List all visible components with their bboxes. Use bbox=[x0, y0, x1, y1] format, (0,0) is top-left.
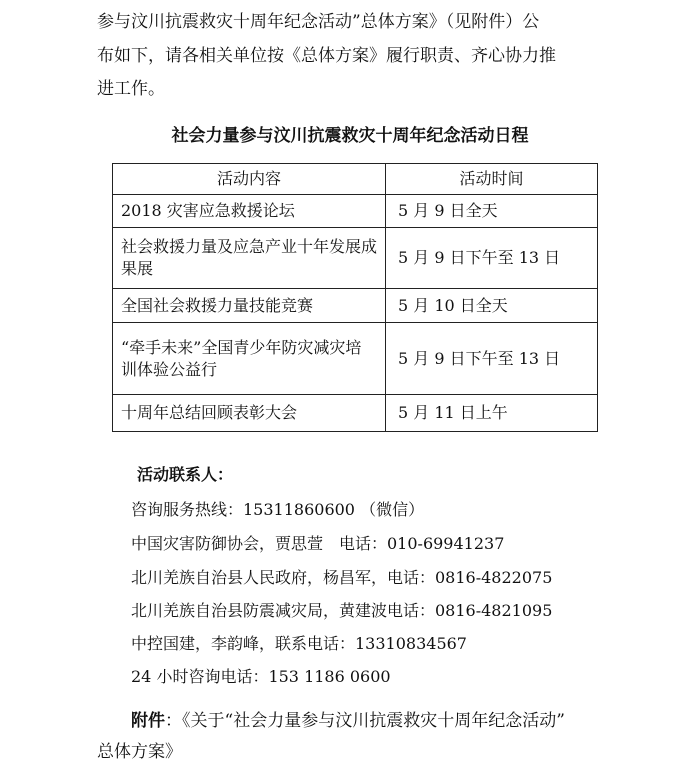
cell-content: 全国社会救援力量技能竞赛 bbox=[113, 289, 386, 323]
schedule-title: 社会力量参与汶川抗震救灾十周年纪念活动日程 bbox=[171, 126, 529, 146]
table-row bbox=[113, 228, 598, 289]
cell-time: 5 月 10 日全天 bbox=[386, 289, 598, 323]
header-content: 活动内容 bbox=[113, 164, 386, 195]
contact-line: 北川羌族自治县防震减灾局，黄建波电话：0816-4821095 bbox=[131, 601, 553, 620]
contact-line: 24 小时咨询电话：153 1186 0600 bbox=[131, 667, 391, 686]
cell-content: 社会救援力量及应急产业十年发展成果展 bbox=[113, 228, 386, 289]
table-row bbox=[113, 323, 598, 395]
contact-line: 中控国建，李韵峰，联系电话：13310834567 bbox=[131, 634, 467, 653]
table-row bbox=[113, 289, 598, 323]
header-time: 活动时间 bbox=[386, 164, 598, 195]
contact-line: 北川羌族自治县人民政府，杨昌军，电话：0816-4822075 bbox=[131, 568, 553, 587]
table-row bbox=[113, 395, 598, 432]
cell-time: 5 月 9 日全天 bbox=[386, 195, 598, 228]
cell-time: 5 月 11 日上午 bbox=[386, 395, 598, 432]
cell-content: “牵手未来”全国青少年防灾减灾培训体验公益行 bbox=[113, 323, 386, 395]
cell-time: 5 月 9 日下午至 13 日 bbox=[386, 228, 598, 289]
attachment-label: 附件 bbox=[131, 711, 165, 731]
attachment-line-2: 总体方案》 bbox=[97, 742, 182, 762]
contact-line: 咨询服务热线：15311860600 （微信） bbox=[131, 500, 425, 519]
attachment-line-1 bbox=[131, 709, 565, 733]
attachment-text: ：《关于“社会力量参与汶川抗震救灾十周年纪念活动” bbox=[165, 711, 565, 731]
table-row bbox=[113, 195, 598, 228]
intro-line-3: 进工作。 bbox=[97, 79, 165, 99]
cell-time: 5 月 9 日下午至 13 日 bbox=[386, 323, 598, 395]
cell-content: 2018 灾害应急救援论坛 bbox=[113, 195, 386, 228]
schedule-table bbox=[112, 163, 598, 432]
intro-line-1: 参与汶川抗震救灾十周年纪念活动”总体方案》（见附件）公 bbox=[97, 12, 540, 32]
table-header-row bbox=[113, 164, 598, 195]
contact-line: 中国灾害防御协会，贾思萱 电话：010-69941237 bbox=[131, 534, 505, 553]
intro-line-2: 布如下，请各相关单位按《总体方案》履行职责、齐心协力推 bbox=[97, 46, 556, 66]
contacts-heading: 活动联系人： bbox=[137, 465, 234, 484]
cell-content: 十周年总结回顾表彰大会 bbox=[113, 395, 386, 432]
